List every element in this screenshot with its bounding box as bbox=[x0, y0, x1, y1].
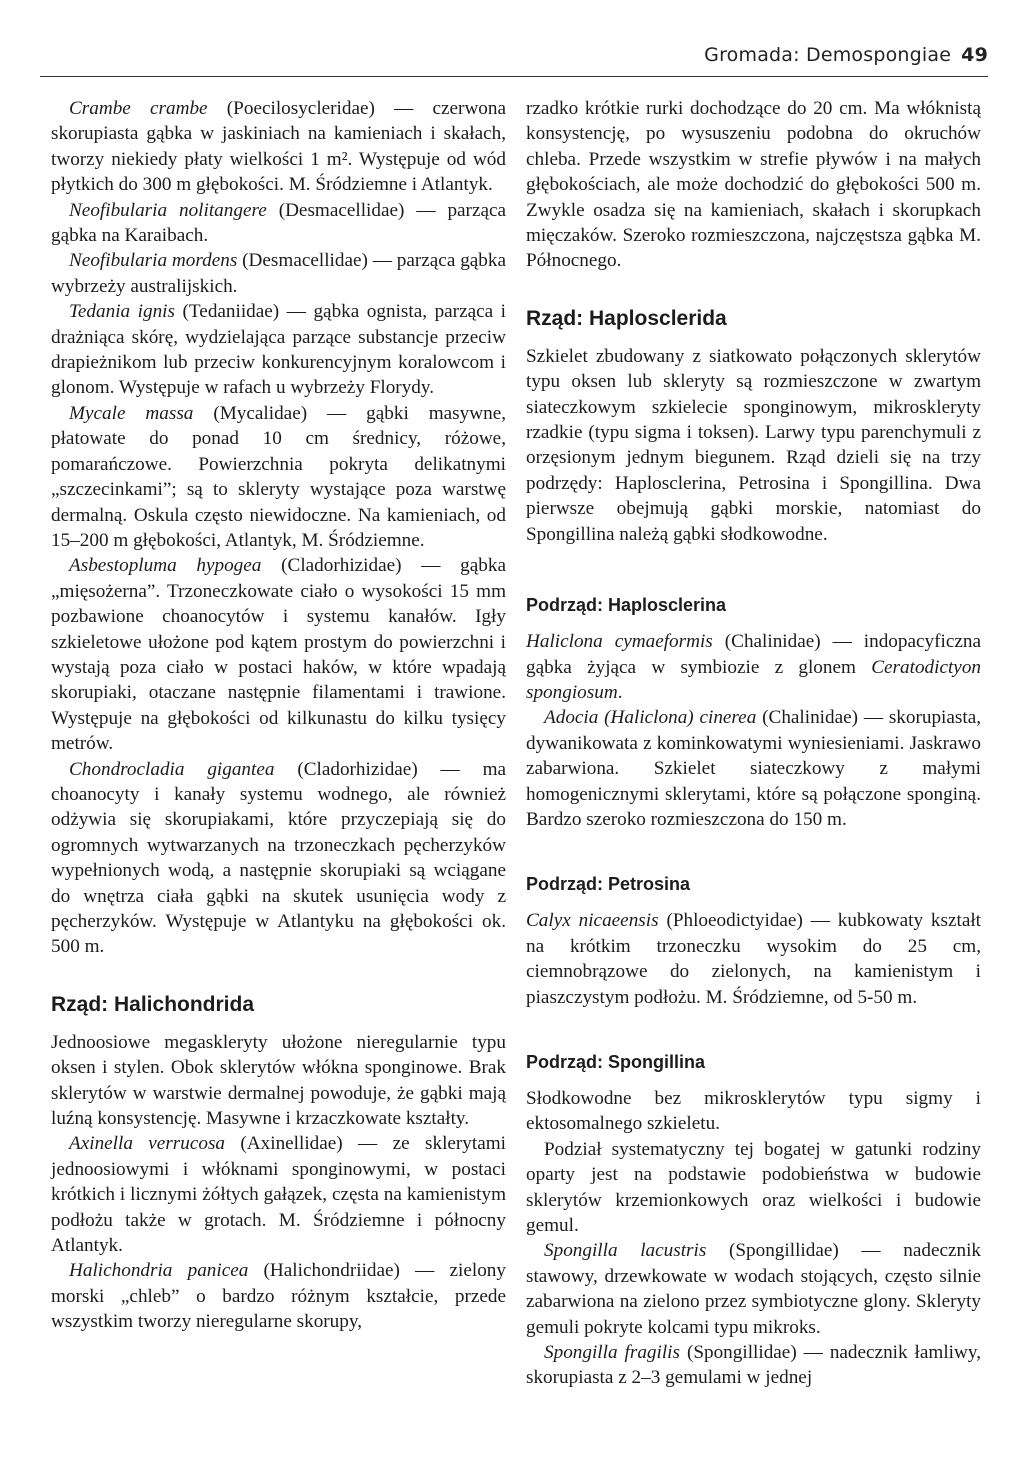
entry-calyx-nicaeensis bbox=[526, 908, 981, 1010]
entry-neofibularia-nolitangere bbox=[51, 198, 506, 249]
entry-tedania-ignis bbox=[51, 299, 506, 401]
subsection-title-petrosina: Podrząd: Petrosina bbox=[526, 874, 691, 895]
species-name: Haliclona cymaeformis bbox=[526, 631, 713, 653]
entry-text: (Chalinidae) — indopacyficzna gąbka żyjąca w symbiozie z glonem bbox=[526, 631, 981, 678]
page-number: 49 bbox=[961, 44, 988, 66]
species-name: Spongilla fragilis bbox=[544, 1342, 680, 1364]
entry-neofibularia-mordens bbox=[51, 248, 506, 299]
entry-text: (Chalinidae) — skorupiasta, dywanikowata z kominkowatymi wyniesieniami. Jaskrawo zabarwiona. Szkielet siateczkowy z małymi homogenicznymi sklerytami, które są połączone sponginą. Bardzo szeroko rozmieszczona do 150 m. bbox=[526, 707, 982, 830]
running-header bbox=[0, 44, 988, 66]
species-name: Crambe crambe bbox=[69, 98, 208, 119]
section-title-haplosclerida: Rząd: Haplosclerida bbox=[526, 306, 727, 330]
species-name: Axinella verrucosa bbox=[69, 1133, 226, 1155]
entry-end: . bbox=[617, 681, 623, 703]
entry-spongilla-fragilis bbox=[526, 1340, 981, 1391]
species-name: Adocia (Haliclona) cinerea bbox=[544, 707, 757, 729]
entry-spongilla-lacustris bbox=[526, 1238, 981, 1340]
entry-text: (Cladorhizidae) — ma choanocyty i kanały systemu wodnego, ale również odżywia się skorupiakami, które przyczepiają się do ogromnych wytwarzanych na trzoneczkach pęcherzyków wypełnionych wodą, a następnie skorupiaki są wciągane do wnętrza ciała gąbki na skutek usunięcia wody z pęcherzyków. Występuje w Atlantyku na głębokości ok. 500 m. bbox=[51, 758, 507, 958]
entry-crambe-crambe bbox=[51, 96, 506, 198]
species-name: Spongilla lacustris bbox=[544, 1240, 707, 1262]
entry-text: (Axinellidae) — ze sklerytami jednoosiowymi i włóknami sponginowymi, w postaci krótkich i licznymi żółtych gałązek, częsta na kamienistym podłożu także w grotach. M. Śródziemne i północny Atlantyk. bbox=[51, 1133, 506, 1257]
section-intro-halichondrida: Jednoosiowe megaskleryty ułożone nieregularnie typu oksen i stylen. Obok sklerytów włókna sponginowe. Brak sklerytów w warstwie dermalnej powoduje, że gąbki mają luźną konsystencję. Masywne i krzaczkowate kształty. bbox=[51, 1031, 506, 1130]
entry-mycale-massa bbox=[51, 401, 506, 553]
continuation-paragraph: rzadko krótkie rurki dochodzące do 20 cm. Ma włóknistą konsystencję, po wysuszeniu podobna do okruchów chleba. Przede wszystkim w strefie pływów i na małych głębokościach, ale może dochodzić do głębokości 500 m. Zwykle osadza się na kamieniach, skałach i skorupkach mięczaków. Szeroko rozmieszczona, najczęstsza gąbka M. Północnego. bbox=[526, 98, 981, 272]
entry-adocia-cinerea bbox=[526, 705, 981, 832]
entry-asbestopluma-hypogea bbox=[51, 553, 506, 756]
section-title-halichondrida: Rząd: Halichondrida bbox=[51, 992, 255, 1016]
subsection-title-haplosclerina: Podrząd: Haplosclerina bbox=[526, 595, 727, 616]
symbiont-name: Ceratodictyon spongiosum bbox=[526, 656, 982, 703]
species-name: Mycale massa bbox=[69, 402, 194, 424]
entry-text: (Desmacellidae) — parząca gąbka na Karaibach. bbox=[51, 199, 507, 247]
entry-haliclona-cymaeformis bbox=[526, 629, 981, 705]
header-rule bbox=[40, 76, 988, 77]
subsection-intro-spongillina: Słodkowodne bez mikrosklerytów typu sigmy i ektosomalnego szkieletu. bbox=[526, 1087, 981, 1135]
running-header-section: Gromada: Demospongiae bbox=[704, 44, 952, 66]
entry-text: (Spongillidae) — nadecznik stawowy, drzewkowate w wodach stojących, często silnie zabarwiona na zielono przez symbiotyczne glony. Skleryty gemuli pokryte kolcami typu mikroks. bbox=[526, 1240, 982, 1338]
entry-chondrocladia-gigantea bbox=[51, 757, 506, 960]
right-column bbox=[526, 96, 981, 1391]
species-name: Tedania ignis bbox=[69, 301, 175, 323]
left-column bbox=[51, 96, 506, 1335]
spongillina-paragraph: Podział systematyczny tej bogatej w gatunki rodziny oparty jest na podstawie podobieństwa w budowie sklerytów krzemionkowych oraz wielkości i budowie gemul. bbox=[526, 1138, 981, 1236]
species-name: Halichondria panicea bbox=[69, 1260, 249, 1282]
entry-text: (Tedaniidae) — gąbka ognista, parząca i drażniąca skórę, wydzielająca parzące substancje przeciw drapieżnikom lub przeciw konkurencyjnym koralowcom i glonom. Występuje w rafach u wybrzeży Florydy. bbox=[51, 301, 506, 399]
species-name: Neofibularia mordens bbox=[69, 250, 238, 272]
species-name: Asbestopluma hypogea bbox=[69, 555, 262, 577]
species-name: Neofibularia nolitangere bbox=[69, 199, 267, 221]
entry-text: (Halichondriidae) — zielony morski „chleb” o bardzo różnym kształcie, przede wszystkim tworzy nieregularne skorupy, bbox=[51, 1260, 506, 1333]
entry-text: (Mycalidae) — gąbki masywne, płatowate do ponad 10 cm średnicy, różowe, pomarańczowe. Powierzchnia pokryta delikatnymi „szczecinkami”; są to skleryty wystające poza warstwę dermalną. Oskula często niewidoczne. Na kamieniach, od 15–200 m głębokości, Atlantyk, M. Śródziemne. bbox=[51, 402, 507, 551]
entry-text: (Spongillidae) — nadecznik łamliwy, skorupiasta z 2–3 gemulami w jednej bbox=[526, 1342, 981, 1389]
section-intro-haplosclerida: Szkielet zbudowany z siatkowato połączonych sklerytów typu oksen lub skleryty są rozmieszczone w zwartym siateczkowym szkielecie sponginowym, mikroskleryty rzadkie (typu sigma i toksen). Larwy typu parenchymuli z orzęsionym jednym biegunem. Rząd dzieli się na trzy podrzędy: Haplosclerina, Petrosina i Spongillina. Dwa pierwsze obejmują gąbki morskie, natomiast do Spongillina należą gąbki słodkowodne. bbox=[526, 345, 981, 545]
entry-text: (Poecilosycleridae) — czerwona skorupiasta gąbka w jaskiniach na kamieniach i skałach, tworzy niekiedy płaty wielkości 1 m². Występuje od wód płytkich do 300 m głębokości. M. Śródziemne i Atlantyk. bbox=[51, 98, 507, 196]
subsection-title-spongillina: Podrząd: Spongillina bbox=[526, 1051, 705, 1072]
entry-text: (Cladorhizidae) — gąbka „mięsożerna”. Trzoneczkowate ciało o wysokości 15 mm pozbawione choanocytów i systemu kanałów. Igły szkieletowe ułożone pod kątem prostym do powierzchni i wystają poza ciało w postaci haków, w które wpadają skorupiaki, otaczane następnie filamentami i trawione. Występuje na głębokości od kilkunastu do kilku tysięcy metrów. bbox=[51, 555, 506, 755]
species-name: Calyx nicaeensis bbox=[526, 910, 659, 932]
entry-text: (Phloeodictyidae) — kubkowaty kształt na krótkim trzoneczku wysokim do 25 cm, ciemnobrązowe do zielonych, na kamienistym i piaszczystym podłożu. M. Śródziemne, od 5-50 m. bbox=[526, 910, 981, 1008]
entry-text: (Desmacellidae) — parząca gąbka wybrzeży australijskich. bbox=[51, 250, 507, 297]
entry-halichondria-panicea bbox=[51, 1258, 506, 1334]
species-name: Chondrocladia gigantea bbox=[69, 758, 275, 780]
entry-axinella-verrucosa bbox=[51, 1131, 506, 1258]
